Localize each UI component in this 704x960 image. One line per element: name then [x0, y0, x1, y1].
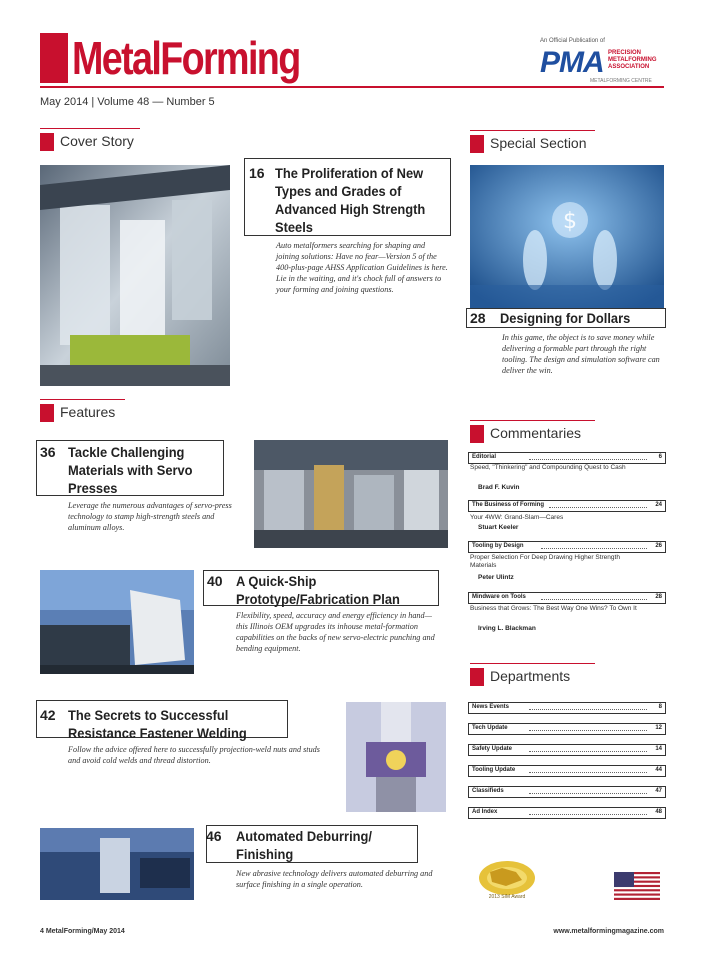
section-rule	[470, 663, 595, 664]
commentary-item[interactable]	[468, 592, 666, 604]
pma-tagline: METALFORMING CENTRE	[590, 78, 652, 84]
section-marker	[470, 668, 484, 686]
section-title: Commentaries	[490, 425, 582, 441]
feature-description: Leverage the numerous advantages of servo-press technology to stamp high-strength steels and aluminum alloys.	[68, 501, 232, 532]
leader-dots	[529, 772, 647, 773]
svg-text:$: $	[563, 209, 577, 234]
department-page: 48	[655, 809, 662, 815]
feature-description: Flexibility, speed, accuracy and energy efficiency in hand—this Illinois OEM upgrades its inhouse metal-formation capabilities on the backs of new servo-electric punching and bending equipment.	[236, 611, 435, 653]
leader-dots	[529, 730, 647, 731]
feature-description: Follow the advice offered here to successfully projection-weld nuts and studs and avoid cold welds and thread distortion.	[68, 745, 320, 765]
feature-photo-welding	[346, 702, 446, 812]
department-page: 47	[655, 788, 662, 794]
section-title: Departments	[490, 668, 571, 684]
magazine-logo: MetalForming	[72, 32, 300, 84]
special-section-page-number: 28	[470, 310, 486, 326]
leader-dots	[529, 814, 647, 815]
feature-title[interactable]: A Quick-Ship Prototype/Fabrication Plan	[236, 573, 400, 607]
department-item[interactable]	[468, 765, 666, 777]
section-title: Cover Story	[60, 133, 134, 149]
commentary-text: Proper Selection For Deep Drawing Higher Strength Materials	[470, 554, 620, 569]
section-marker	[40, 133, 54, 151]
section-rule	[470, 130, 595, 131]
feature-photo-deburring	[40, 828, 194, 900]
logo-bar	[40, 33, 68, 83]
leader-dots	[529, 459, 647, 460]
special-section-title[interactable]: Designing for Dollars	[500, 310, 631, 326]
cover-story-page-number: 16	[249, 165, 265, 181]
commentary-item[interactable]	[468, 452, 666, 464]
leader-dots	[529, 709, 647, 710]
feature-page-number: 42	[40, 707, 56, 723]
feature-photo-building	[40, 570, 194, 674]
commentary-text: Business that Grows: The Best Way One Wins? To Own It	[470, 605, 637, 612]
cover-story-photo	[40, 165, 230, 386]
commentary-author: Brad F. Kuvin	[478, 484, 520, 491]
pma-wordmark: PMA	[540, 46, 604, 79]
pma-side-text: PRECISION METALFORMING ASSOCIATION	[608, 50, 657, 70]
award-badge	[476, 858, 538, 902]
section-header-features	[40, 402, 220, 424]
feature-page-number: 46	[206, 828, 222, 844]
section-header-cover-story	[40, 131, 220, 153]
leader-dots	[529, 793, 647, 794]
masthead-rule	[40, 86, 664, 88]
feature-page-number: 40	[207, 573, 223, 589]
commentary-page: 24	[655, 502, 662, 508]
section-header-commentaries	[470, 423, 664, 445]
footer-url[interactable]: www.metalformingmagazine.com	[553, 928, 664, 935]
feature-title[interactable]: Tackle Challenging Materials with Servo Presses	[68, 444, 193, 496]
department-page: 14	[655, 746, 662, 752]
department-item[interactable]	[468, 723, 666, 735]
department-label: Tooling Update	[472, 767, 516, 773]
commentary-text: Speed, "Thinkering" and Compounding Quest to Cash	[470, 464, 626, 471]
special-section-photo	[470, 165, 664, 308]
section-rule	[40, 128, 140, 129]
section-marker	[470, 425, 484, 443]
section-header-special	[470, 133, 664, 155]
feature-title[interactable]: The Secrets to Successful Resistance Fastener Welding	[68, 707, 247, 741]
commentary-page: 28	[655, 594, 662, 600]
department-page: 12	[655, 725, 662, 731]
section-rule	[470, 420, 595, 421]
department-item[interactable]	[468, 807, 666, 819]
department-label: Classifieds	[472, 788, 504, 794]
pma-logo	[540, 38, 665, 86]
feature-description: New abrasive technology delivers automated deburring and surface finishing in a single operation.	[236, 869, 433, 889]
feature-photo-servo	[254, 440, 448, 548]
feature-title[interactable]: Automated Deburring/ Finishing	[236, 828, 372, 862]
leader-dots	[541, 548, 647, 549]
cover-story-title[interactable]: The Proliferation of New Types and Grades of Advanced High Strength Steels	[275, 165, 426, 235]
special-section-description: In this game, the object is to save money while delivering a formable part through the right tooling. The design and simulation software can deliver the win.	[502, 333, 660, 375]
department-item[interactable]	[468, 702, 666, 714]
us-flag-icon	[614, 872, 660, 900]
department-item[interactable]	[468, 744, 666, 756]
section-marker	[470, 135, 484, 153]
commentary-author: Peter Ulintz	[478, 574, 514, 581]
issue-line: May 2014 | Volume 48 — Number 5	[40, 96, 215, 108]
leader-dots	[541, 599, 647, 600]
department-label: News Events	[472, 704, 510, 710]
section-title: Special Section	[490, 135, 587, 151]
commentary-item[interactable]	[468, 541, 666, 553]
footer-left: 4 MetalForming/May 2014	[40, 928, 125, 935]
commentary-label: Editorial	[472, 454, 497, 460]
commentary-text: Your 4WW: Grand-Slam—Cares	[470, 514, 564, 521]
commentary-label: Mindware on Tools	[472, 594, 526, 600]
commentary-label: Tooling by Design	[472, 543, 524, 549]
commentary-page: 6	[658, 454, 662, 460]
department-page: 8	[658, 704, 662, 710]
department-label: Tech Update	[472, 725, 508, 731]
department-label: Ad Index	[472, 809, 498, 815]
commentary-item[interactable]	[468, 500, 666, 512]
leader-dots	[529, 751, 647, 752]
department-label: Safety Update	[472, 746, 513, 752]
section-title: Features	[60, 404, 116, 420]
pma-publisher-line: An Official Publication of	[540, 38, 605, 44]
department-item[interactable]	[468, 786, 666, 798]
commentary-author: Stuart Keeler	[478, 524, 519, 531]
cover-story-description: Auto metalformers searching for shaping and joining solutions: Have no fear—Version 5 of the 400-plus-page AHSS Application Guidelines is here. Lie in the waiting, and it's chock full of answers to your forming and joining questions.	[276, 241, 448, 294]
department-page: 44	[655, 767, 662, 773]
leader-dots	[549, 507, 647, 508]
commentary-page: 26	[655, 543, 662, 549]
commentary-label: The Business of Forming	[472, 502, 545, 508]
award-text: 2013 SIM Award	[488, 894, 526, 900]
commentary-author: Irving L. Blackman	[478, 625, 536, 632]
section-header-departments	[470, 666, 664, 688]
feature-page-number: 36	[40, 444, 56, 460]
section-marker	[40, 404, 54, 422]
section-rule	[40, 399, 125, 400]
